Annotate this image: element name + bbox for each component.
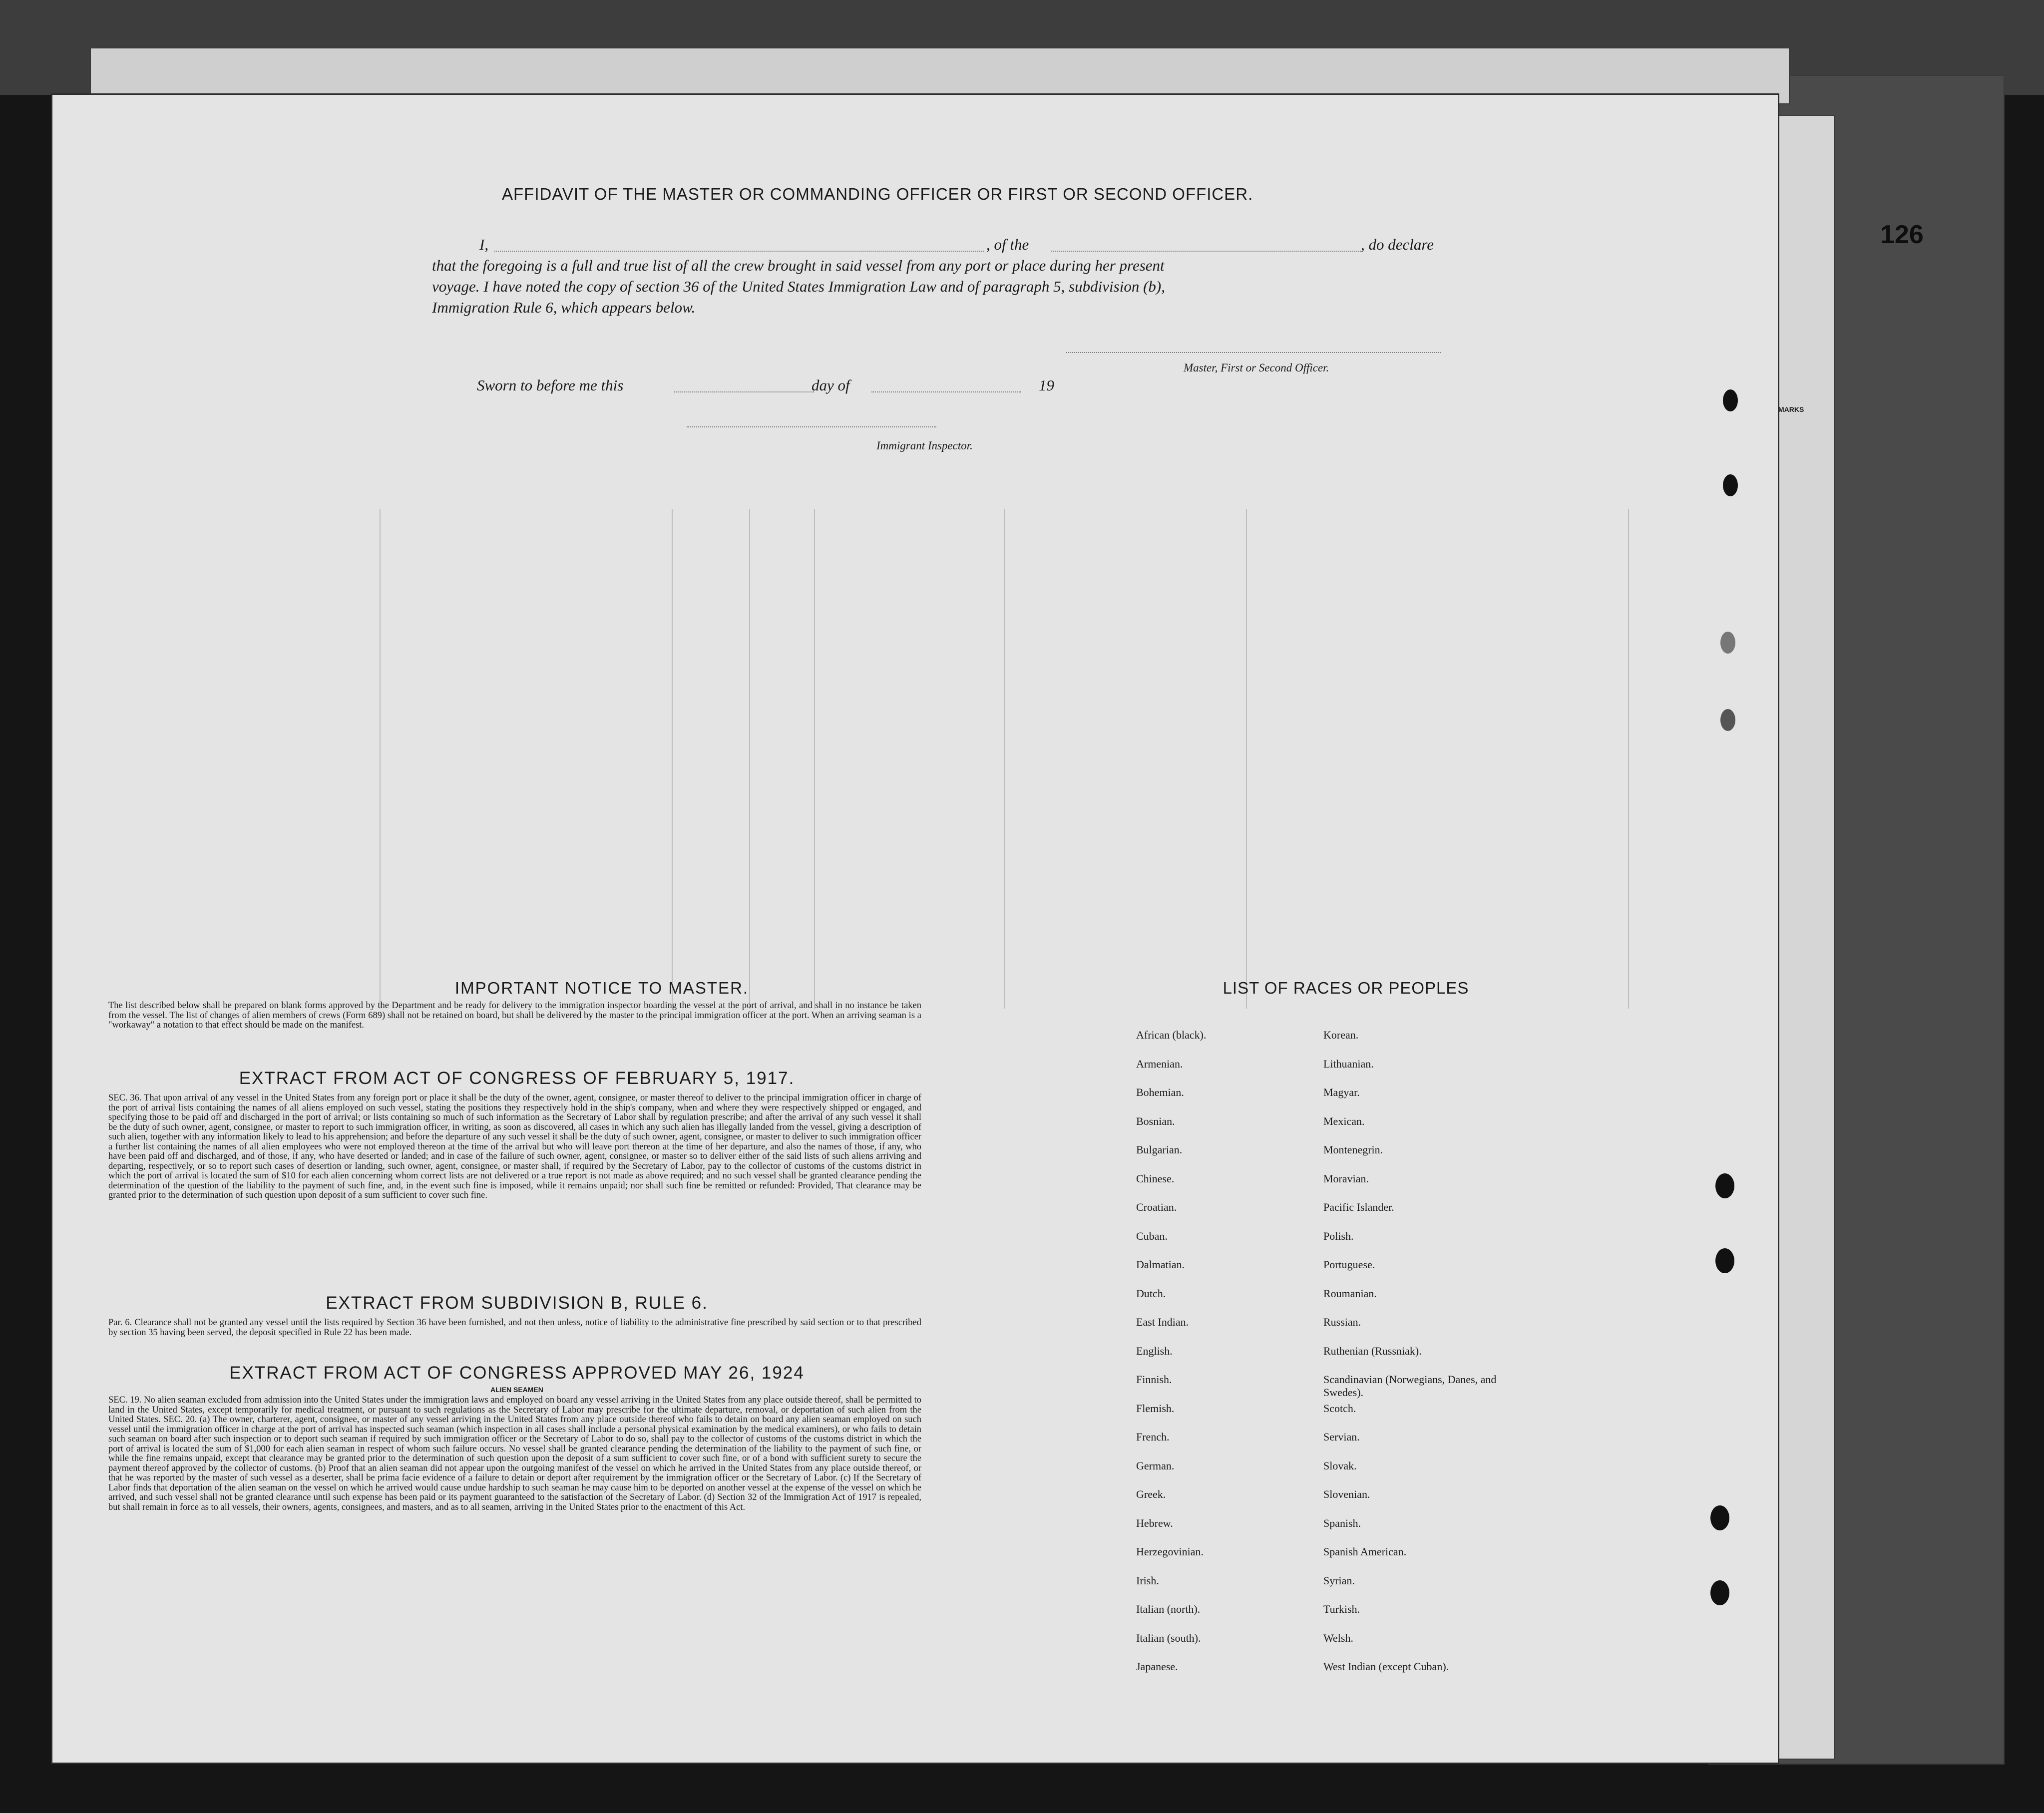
rule6-body: Par. 6. Clearance shall not be granted any vessel until the lists required by Section 36 have been furnished, and not then unless, notice of liability to the administrative fine prescribed by said section or to that prescribed by section 35 having been served, the deposit specified in Rule 22 has been made. (108, 1318, 921, 1338)
race-item: Irish. (1136, 1574, 1159, 1587)
race-item: Finnish. (1136, 1373, 1172, 1386)
punch-hole (1710, 1580, 1729, 1605)
race-item: Cuban. (1136, 1229, 1168, 1242)
race-item: Hebrew. (1136, 1516, 1173, 1529)
race-item: Spanish. (1323, 1516, 1361, 1529)
race-item: Spanish American. (1323, 1545, 1407, 1558)
act1924-title: EXTRACT FROM ACT OF CONGRESS APPROVED MAY 26, 1924 (229, 1363, 805, 1383)
race-item: Turkish. (1323, 1603, 1360, 1615)
punch-hole (1715, 1173, 1734, 1198)
race-item: Portuguese. (1323, 1258, 1375, 1271)
race-item: Lithuanian. (1323, 1057, 1374, 1070)
act1924-body: SEC. 19. No alien seaman excluded from admission into the United States under the immigration laws and employed on board any vessel arriving in the United States from any place outside thereof, shall be permitted to land in the United States, except temporarily for medical treatment, or pursuant to such regulations as the Secretary of Labor may prescribe for the ultimate departure, removal, or deportation of such alien from the United States. SEC. 20. (a) The owner, charterer, agent, consignee, or master of any vessel arriving in the United States from any place outside thereof who fails to detain on board any alien seaman employed on such vessel until the immigration officer in charge at the port of arrival has inspected such seaman (which inspection in all cases shall include a personal physical examination by the medical examiners), or who fails to detain such seaman on board after such inspection or to deport such seaman if required by such immigration officer or the Secretary of Labor to do so, shall pay to the collector of customs of the customs district in which the port of arrival is located the sum of $1,000 for each alien seaman in respect of whom such failure occurs. No vessel shall be granted clearance pending the determination of the liability to the payment of such fine, or while the fine remains unpaid, except that clearance may be granted prior to the determination of such question upon the deposit of a sum sufficient to cover such fine, or of a bond with sufficient surety to secure the payment thereof approved by the collector of customs. (b) Proof that an alien seaman did not appear upon the outgoing manifest of the vessel on which he arrived in the United States from any place outside thereof, or that he was reported by the master of such vessel as a deserter, shall be prima facie evidence of a failure to detain or deport after requirement by the immigration officer or the Secretary of Labor. (c) If the Secretary of Labor finds that deportation of the alien seaman on the vessel on which he arrived would cause undue hardship to such seaman he may cause him to be deported on another vessel at the expense of the vessel on which he arrived, and such vessel shall not be granted clearance until such expense has been paid or its payment guaranteed to the satisfaction of the Secretary of Labor. (d) Section 32 of the Immigration Act of 1917 is repealed, but shall remain in force as to all vessels, their owners, agents, consignees, and masters, and as to all seamen, arriving in the United States prior to the enactment of this Act. (108, 1395, 921, 1512)
race-item: Servian. (1323, 1431, 1360, 1443)
race-item: Syrian. (1323, 1574, 1355, 1587)
race-item: French. (1136, 1431, 1170, 1443)
column-rule (1004, 509, 1005, 1009)
race-item: Croatian. (1136, 1201, 1177, 1213)
race-item: Roumanian. (1323, 1287, 1377, 1300)
race-item: Herzegovinian. (1136, 1545, 1204, 1558)
column-rule (1246, 509, 1247, 1009)
sworn-mid: day of (812, 376, 850, 394)
affidavit-line1-end: , do declare (1361, 236, 1434, 253)
race-item: Armenian. (1136, 1057, 1183, 1070)
race-item: Slovenian. (1323, 1488, 1370, 1500)
sworn-month-blank (871, 391, 1021, 392)
punch-hole (1715, 1248, 1734, 1273)
inspector-label: Immigrant Inspector. (876, 439, 973, 452)
race-item: Chinese. (1136, 1172, 1175, 1185)
column-rule (749, 509, 750, 1009)
race-item: Greek. (1136, 1488, 1166, 1500)
inspector-line (687, 426, 936, 427)
race-item: Italian (north). (1136, 1603, 1201, 1615)
column-rule (1628, 509, 1629, 1009)
affidavit-line3: voyage. I have noted the copy of section 36 of the United States Immigration Law and of paragraph 5, subdivision (b), (432, 278, 1165, 295)
race-item: Bulgarian. (1136, 1143, 1183, 1156)
affidavit-line1-mid: , of the (986, 236, 1029, 253)
race-item: Ruthenian (Russniak). (1323, 1344, 1422, 1357)
column-rule (672, 509, 673, 1009)
race-item: Slovak. (1323, 1459, 1357, 1472)
race-item: Montenegrin. (1323, 1143, 1383, 1156)
rule6-title: EXTRACT FROM SUBDIVISION B, RULE 6. (326, 1293, 708, 1313)
race-item: Polish. (1323, 1229, 1354, 1242)
sworn-end: 19 (1039, 376, 1054, 394)
affidavit-line1-start: I, (479, 236, 489, 253)
signature-label: Master, First or Second Officer. (1184, 362, 1329, 374)
side-marks-label: MARKS (1778, 405, 1804, 413)
column-rule (380, 509, 381, 1009)
race-item: Bohemian. (1136, 1086, 1184, 1098)
race-item: Magyar. (1323, 1086, 1360, 1098)
column-rule (814, 509, 815, 1009)
race-item: Moravian. (1323, 1172, 1369, 1185)
race-item: East Indian. (1136, 1316, 1189, 1328)
race-item: African (black). (1136, 1029, 1207, 1041)
race-item: Korean. (1323, 1029, 1359, 1041)
race-item: Bosnian. (1136, 1114, 1175, 1127)
sworn-day-blank (674, 391, 814, 392)
race-item: Scotch. (1323, 1402, 1356, 1415)
race-item: English. (1136, 1344, 1173, 1357)
punch-hole (1720, 632, 1735, 654)
affidavit-title: AFFIDAVIT OF THE MASTER OR COMMANDING OFFICER OR FIRST OR SECOND OFFICER. (502, 185, 1253, 203)
vessel-blank (1051, 251, 1361, 252)
manifest-page (52, 95, 1924, 1763)
signature-line (1066, 352, 1441, 353)
race-item: Scandinavian (Norwegians, Danes, and Swedes). (1323, 1373, 1497, 1399)
races-title: LIST OF RACES OR PEOPLES (1223, 979, 1469, 997)
race-item: Flemish. (1136, 1402, 1175, 1415)
affidavit-line4: Immigration Rule 6, which appears below. (432, 299, 696, 316)
race-item: Dutch. (1136, 1287, 1166, 1300)
race-item: Russian. (1323, 1316, 1361, 1328)
race-item: German. (1136, 1459, 1175, 1472)
name-blank (494, 251, 984, 252)
act1917-title: EXTRACT FROM ACT OF CONGRESS OF FEBRUARY 5, 1917. (239, 1069, 795, 1088)
notice-title: IMPORTANT NOTICE TO MASTER. (454, 979, 749, 997)
race-item: Welsh. (1323, 1631, 1353, 1644)
race-item: Dalmatian. (1136, 1258, 1185, 1271)
race-item: Italian (south). (1136, 1631, 1201, 1644)
race-item: Mexican. (1323, 1114, 1365, 1127)
affidavit-line2: that the foregoing is a full and true list of all the crew brought in said vessel from any port or place during her present (432, 257, 1165, 274)
punch-hole (1710, 1505, 1729, 1530)
page-number: 126 (1880, 220, 1924, 249)
race-item: Pacific Islander. (1323, 1201, 1394, 1213)
punch-hole (1723, 474, 1738, 496)
race-item: Japanese. (1136, 1660, 1178, 1673)
act1917-body: SEC. 36. That upon arrival of any vessel in the United States from any foreign port or place it shall be the duty of the owner, agent, consignee, or master thereof to deliver to the principal immigration officer in charge of the port of arrival lists containing the names of all aliens employed on such vessel, stating the positions they respectively hold in the ship's company, when and where they were respectively shipped or engaged, and specifying those to be paid off and discharged in the port of arrival; or lists containing so much of such information as the Secretary of Labor shall by regulation prescribe; and after the arrival of any such vessel it shall be the duty of such owner, agent, consignee, or master to report to such immigration officer, in writing, as soon as discovered, all cases in which any such alien has illegally landed from the vessel, giving a description of such alien, together with any information likely to lead to his apprehension; and before the departure of any such vessel it shall be the duty of such owner, agent, consignee, or master to deliver to such immigration officer a further list containing the names of all alien employees who were not employed thereon at the time of the arrival but who will leave port thereon at the time of her departure, and also the names of those, if any, who have been paid off and discharged, and of those, if any, who have deserted or landed; and in case of the failure of such owner, agent, consignee, or master so to deliver either of the said lists of such aliens arriving and departing, respectively, or so to report such cases of desertion or landing, such owner, agent, consignee, or master shall, if required by the Secretary of Labor, pay to the collector of customs of the customs district in which the port of arrival is located the sum of $10 for each alien concerning whom correct lists are not delivered or a true report is not made as above required; and no such vessel shall be granted clearance pending the determination of the question of the liability to the payment of such fine, and, in the event such fine is imposed, while it remains unpaid; nor shall such fine be remitted or refunded: Provided, That clearance may be granted prior to the determination of such question upon deposit of a sum sufficient to cover such fine. (108, 1093, 921, 1200)
punch-hole (1720, 709, 1735, 731)
punch-hole (1723, 389, 1738, 411)
notice-body: The list described below shall be prepared on blank forms approved by the Department and be ready for delivery to the immigration inspector boarding the vessel at the port of arrival, and shall in no instance be taken from the vessel. The list of changes of alien members of crews (Form 689) shall not be retained on board, but shall be delivered by the master to the principal immigration officer at the port. When an arriving seaman is a "workaway" a notation to that effect should be made on the manifest. (108, 1001, 921, 1030)
race-item: West Indian (except Cuban). (1323, 1660, 1449, 1673)
sworn-start: Sworn to before me this (477, 376, 624, 394)
act1924-subtitle: ALIEN SEAMEN (490, 1386, 543, 1394)
